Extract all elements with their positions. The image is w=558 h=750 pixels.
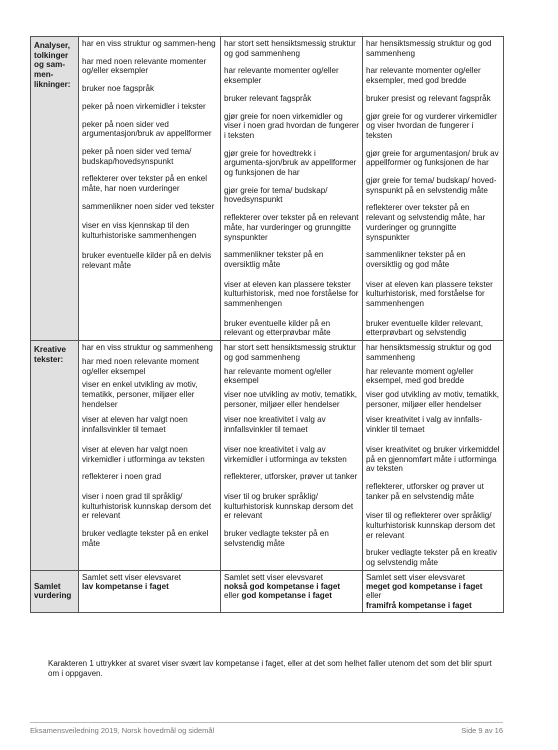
criteria-item: har hensiktsmessig struktur og god sammenheng	[366, 343, 492, 362]
criteria-item: viser til og bruker språklig/ kulturhistorisk kunnskap dersom det er relevant	[224, 491, 354, 521]
row-label: Analyser, tolkinger og sam-men-likninger:	[31, 37, 79, 341]
criteria-cell	[221, 341, 363, 571]
criteria-item: har stort sett hensiktsmessig struktur og god sammenheng	[224, 343, 356, 362]
criteria-item: viser at eleven har valgt noen virkemidler i utforminga av teksten	[82, 444, 205, 464]
criteria-item: bruker vedlagte tekster på en kreativ og selvstendig måte	[366, 548, 497, 568]
criteria-item: har relevante moment og/eller eksempel	[224, 366, 332, 386]
criteria-item: viser en enkel utvikling av motiv, tematikk, personer, miljøer eller hendelser	[82, 380, 198, 409]
criteria-item: har en viss struktur og sammen-heng	[82, 39, 216, 48]
criteria-item: peker på noen virkemidler i tekster	[82, 101, 206, 111]
criteria-item: viser god utvikling av motiv, tematikk, personer, miljøer eller hendelser	[366, 389, 499, 409]
summary-cell	[79, 570, 221, 612]
criteria-item: bruker presist og relevant fagspråk	[366, 93, 491, 103]
criteria-item: reflekterer over tekster på en enkel måte, har noen vurderinger	[82, 174, 208, 194]
table-row	[31, 341, 504, 571]
criteria-item: bruker eventuelle kilder på en delvis relevant måte	[82, 250, 212, 270]
summary-or: eller	[224, 591, 240, 601]
criteria-item: viser at eleven kan plassere tekster kulturhistorisk, med forståelse for sammenhengen	[366, 279, 493, 309]
summary-label: Samlet vurdering	[31, 570, 79, 612]
criteria-item: har relevante momenter og/eller eksempler	[224, 66, 339, 86]
criteria-item: viser at eleven har valgt noen innfallsvinkler til temaet	[82, 415, 188, 435]
summary-or: eller	[366, 591, 382, 601]
criteria-item: gjør greie for tema/ budskap/ hovedsynspunkt	[224, 185, 328, 205]
criteria-item: peker på noen sider ved tema/ budskap/hovedsynspunkt	[82, 146, 192, 166]
summary-level: lav kompetanse i faget	[82, 582, 169, 592]
criteria-item: gjør greie for tema/ budskap/ hoved-synspunkt på en selvstendig måte	[366, 176, 497, 195]
criteria-item: har relevante moment og/eller eksempel, med god bredde	[366, 366, 474, 386]
criteria-item: gjør greie for og vurderer virkemidler og viser hvordan de fungerer i teksten	[366, 111, 497, 140]
criteria-item: viser at eleven kan plassere tekster kulturhistorisk, med noe forståelse for sammenhengen	[224, 279, 359, 309]
criteria-item: bruker vedlagte tekster på en selvstendig måte	[224, 529, 329, 548]
criteria-item: har med noen relevante momenter og/eller eksempler	[82, 56, 207, 76]
criteria-item: har en viss struktur og sammenheng	[82, 343, 213, 353]
criteria-item: bruker noe fagspråk	[82, 84, 154, 94]
criteria-item: reflekterer over tekster på en relevant måte, har vurderinger og grunngitte synspunkter	[224, 213, 359, 242]
criteria-item: gjør greie for argumentasjon/ bruk av appellformer og funksjonen de har	[366, 148, 499, 168]
page-number: Side 9 av 16	[461, 726, 503, 735]
criteria-item: sammenlikner tekster på en oversiktlig måte	[224, 250, 324, 269]
criteria-item: bruker eventuelle kilder på en relevant og etterprøvbar måte	[224, 318, 331, 338]
criteria-item: bruker eventuelle kilder relevant, etterprøvbart og selvstendig	[366, 318, 483, 338]
criteria-cell	[221, 37, 363, 341]
criteria-cell	[363, 341, 504, 571]
grade-note: Karakteren 1 uttrykker at svaret viser svært lav kompetanse i faget, eller at det som helhet faller utenom det som det blir spurt om i oppgaven.	[48, 659, 492, 679]
summary-cell	[221, 570, 363, 612]
criteria-item: viser kreativitet og bruker virkemiddel på en gjennomført måte i utforminga av teksten	[366, 444, 500, 474]
criteria-item: viser kreativitet i valg av innfalls-vinkler til temaet	[366, 415, 483, 435]
criteria-item: viser noe kreativitet i valg av innfallsvinkler til temaet	[224, 415, 326, 435]
summary-cell	[363, 570, 504, 612]
summary-level: nokså god kompetanse i faget	[224, 582, 341, 592]
criteria-item: reflekterer, utforsker og prøver ut tanker på en selvstendig måte	[366, 481, 484, 501]
criteria-item: viser til og reflekterer over språklig/ kulturhistorisk kunnskap dersom det er relevant	[366, 511, 496, 540]
summary-level: meget god kompetanse i faget	[366, 582, 483, 592]
criteria-item: sammenlikner tekster på en oversiktlig og god måte	[366, 250, 466, 269]
criteria-item: viser i noen grad til språklig/ kulturhistorisk kunnskap dersom det er relevant	[82, 491, 212, 521]
criteria-item: bruker relevant fagspråk	[224, 93, 312, 103]
summary-level: framifrå kompetanse i faget	[366, 600, 472, 610]
row-label: Kreative tekster:	[31, 341, 79, 571]
criteria-item: viser en viss kjennskap til den kulturhistoriske sammenhengen	[82, 221, 197, 241]
summary-row	[31, 570, 504, 612]
criteria-item: gjør greie for noen virkemidler og viser i noen grad hvordan de fungerer i teksten	[224, 111, 359, 140]
footer-title: Eksamensveiledning 2019, Norsk hovedmål og sidemål	[30, 726, 215, 735]
criteria-item: peker på noen sider ved argumentasjon/bruk av appellformer	[82, 119, 212, 139]
assessment-table	[30, 36, 504, 613]
criteria-item: viser noe kreativitet i valg av virkemidler i utforminga av teksten	[224, 444, 347, 464]
criteria-item: har stort sett hensiktsmessig struktur og god sammenheng	[224, 39, 356, 58]
criteria-item: har med noen relevante moment og/eller eksempel	[82, 356, 199, 376]
summary-level: god kompetanse i faget	[241, 591, 332, 601]
summary-intro: Samlet sett viser elevsvaret	[224, 572, 323, 582]
criteria-item: sammenlikner noen sider ved tekster	[82, 201, 215, 211]
criteria-item: har relevante momenter og/eller eksempler, med god bredde	[366, 66, 481, 86]
criteria-item: bruker vedlagte tekster på en enkel måte	[82, 529, 209, 548]
criteria-cell	[363, 37, 504, 341]
footer-divider	[30, 722, 503, 723]
page-footer	[30, 726, 503, 735]
criteria-item: reflekterer i noen grad	[82, 472, 162, 482]
criteria-item: viser noe utvikling av motiv, tematikk, personer, miljøer eller hendelser	[224, 389, 357, 409]
criteria-item: gjør greie for hovedtrekk i argumenta-sjon/bruk av appellformer og funksjonen de har	[224, 148, 357, 178]
summary-intro: Samlet sett viser elevsvaret	[366, 572, 465, 582]
summary-intro: Samlet sett viser elevsvaret	[82, 572, 181, 582]
criteria-item: reflekterer over tekster på en relevant og selvstendig måte, har vurderinger og grunngitte synspunkter	[366, 203, 486, 242]
criteria-item: reflekterer, utforsker, prøver ut tanker	[224, 472, 358, 482]
criteria-item: har hensiktsmessig struktur og god sammenheng	[366, 39, 492, 58]
table-row	[31, 37, 504, 341]
criteria-cell	[79, 37, 221, 341]
criteria-cell	[79, 341, 221, 571]
